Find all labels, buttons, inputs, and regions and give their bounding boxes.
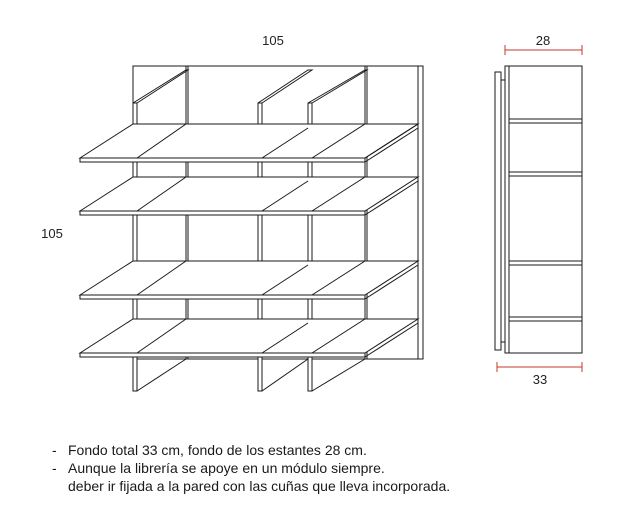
shelf-1 [80, 124, 418, 162]
side-bottom-label: 33 [532, 372, 548, 387]
side-dimension-bottom [497, 362, 582, 372]
shelf-3 [80, 261, 418, 299]
note-2-text: Aunque la librería se apoye en un módulo siempre. [68, 460, 385, 476]
note-2 [52, 459, 450, 477]
side-body [505, 66, 582, 353]
side-view [495, 66, 582, 353]
note-1 [52, 441, 450, 459]
front-height-label: 105 [41, 226, 63, 241]
notes [52, 441, 450, 495]
note-3-text: deber ir fijada a la pared con las cuñas que lleva incorporada. [68, 478, 451, 494]
shelf-2 [80, 177, 418, 215]
shelf-4 [80, 319, 418, 357]
note-3 [52, 477, 450, 495]
wall-wedge [495, 72, 501, 350]
side-top-label: 28 [535, 33, 551, 48]
note-1-bullet: - [52, 442, 57, 458]
note-2-bullet: - [52, 460, 57, 476]
front-view [80, 66, 423, 391]
front-width-label: 105 [262, 33, 284, 48]
wall-wedge-inner [501, 80, 505, 342]
note-1-text: Fondo total 33 cm, fondo de los estantes 28 cm. [68, 442, 367, 458]
